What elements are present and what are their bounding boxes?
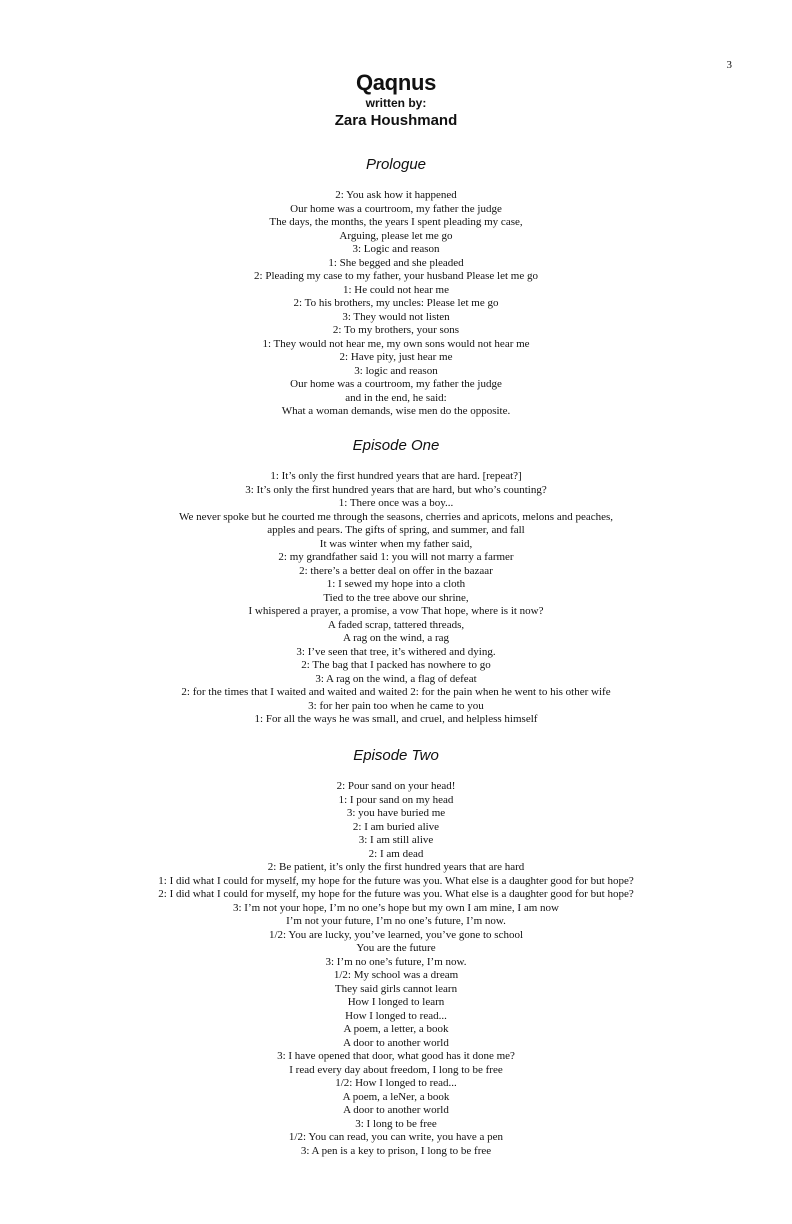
script-line: 2: You ask how it happened: [335, 189, 457, 201]
script-line: They said girls cannot learn: [334, 982, 458, 995]
page-number: 3: [726, 59, 732, 71]
script-line: How I longed to read...: [345, 1009, 447, 1022]
script-line: Our home was a courtroom, my father the judge: [290, 378, 502, 390]
script-line: 2: Have pity, just hear me: [339, 351, 453, 363]
script-line: 1: For all the ways he was small, and cruel, and helpless himself: [254, 713, 538, 725]
script-line: 1: I sewed my hope into a cloth: [326, 578, 466, 590]
script-line: 2: Pleading my case to my father, your husband Please let me go: [254, 270, 538, 282]
prologue-lines: [0, 189, 792, 419]
script-line: 2: To my brothers, your sons: [332, 324, 460, 336]
script-line: 3: for her pain too when he came to you: [308, 699, 484, 712]
script-line: 3: I’ve seen that tree, it’s withered and dying.: [296, 645, 496, 658]
script-line: It was winter when my father said,: [319, 537, 473, 550]
script-line: A rag on the wind, a rag: [343, 632, 449, 644]
script-line: We never spoke but he courted me through the seasons, cherries and apricots, melons and peaches,: [178, 510, 614, 523]
script-line: 2: I am dead: [368, 847, 424, 860]
script-line: 3: you have buried me: [346, 807, 446, 819]
script-line: 1: I did what I could for myself, my hope for the future was you. What else is a daughter good for but hope?: [158, 874, 634, 887]
section-heading-prologue: Prologue: [365, 156, 427, 173]
script-line: 1: They would not hear me, my own sons would not hear me: [262, 337, 530, 350]
script-line: 3: They would not listen: [342, 310, 450, 323]
script-header: [0, 70, 792, 131]
script-line: The days, the months, the years I spent pleading my case,: [269, 216, 523, 228]
author-name: Zara Houshmand: [334, 112, 458, 129]
script-line: and in the end, he said:: [345, 391, 447, 404]
script-line: 3: I’m not your hope, I’m no one’s hope but my own I am mine, I am now: [233, 901, 559, 914]
section-episode-one: [0, 436, 792, 727]
episode-two-lines: [0, 780, 792, 1158]
script-line: Our home was a courtroom, my father the judge: [290, 202, 502, 215]
script-line: A door to another world: [343, 1036, 449, 1049]
script-line: 3: Logic and reason: [352, 243, 440, 255]
script-line: A poem, a leNer, a book: [342, 1090, 450, 1103]
script-line: 2: there’s a better deal on offer in the bazaar: [299, 564, 493, 577]
script-line: 1: She begged and she pleaded: [328, 256, 464, 269]
script-line: 3: I’m no one’s future, I’m now.: [325, 955, 467, 968]
script-line: 3: I am still alive: [358, 834, 434, 846]
play-title: Qaqnus: [355, 70, 437, 95]
script-line: 3: I have opened that door, what good has it done me?: [277, 1050, 515, 1062]
script-line: 1/2: You are lucky, you’ve learned, you’ve gone to school: [268, 928, 524, 941]
script-line: You are the future: [356, 942, 436, 954]
script-line: 2: Pour sand on your head!: [336, 780, 456, 792]
script-line: 1/2: My school was a dream: [333, 969, 459, 981]
script-line: 2: for the times that I waited and waited and waited 2: for the pain when he went to his other wife: [181, 686, 611, 698]
script-line: 2: I am buried alive: [352, 820, 440, 833]
script-line: A poem, a letter, a book: [343, 1023, 449, 1035]
script-line: Arguing, please let me go: [339, 229, 453, 242]
section-episode-two: [0, 746, 792, 1158]
script-line: Tied to the tree above our shrine,: [323, 591, 469, 604]
script-line: 3: I long to be free: [355, 1117, 437, 1130]
section-heading-episode-one: Episode One: [352, 437, 440, 454]
script-line: I whispered a prayer, a promise, a vow That hope, where is it now?: [248, 605, 544, 617]
script-line: A door to another world: [343, 1104, 449, 1116]
script-line: What a woman demands, wise men do the opposite.: [281, 405, 511, 417]
script-line: 1: He could not hear me: [343, 283, 449, 296]
script-line: 1: There once was a boy...: [338, 497, 454, 509]
script-line: 2: Be patient, it’s only the first hundred years that are hard: [267, 861, 525, 873]
section-prologue: [0, 155, 792, 419]
script-line: apples and pears. The gifts of spring, and summer, and fall: [267, 524, 525, 536]
script-line: I’m not your future, I’m no one’s future, I’m now.: [286, 915, 506, 927]
script-line: 2: To his brothers, my uncles: Please let me go: [293, 297, 499, 309]
script-line: I read every day about freedom, I long to be free: [289, 1063, 503, 1076]
script-line: How I longed to learn: [347, 996, 445, 1008]
script-line: 3: A rag on the wind, a flag of defeat: [315, 672, 477, 685]
script-line: 3: logic and reason: [354, 364, 438, 377]
script-line: 1/2: You can read, you can write, you have a pen: [288, 1131, 504, 1143]
script-line: 1: I pour sand on my head: [338, 793, 454, 806]
script-line: 1: It’s only the first hundred years that are hard. [repeat?]: [270, 470, 522, 482]
section-heading-episode-two: Episode Two: [353, 747, 439, 764]
byline: written by:: [365, 96, 427, 110]
script-line: 1/2: How I longed to read...: [335, 1077, 457, 1089]
script-line: 2: I did what I could for myself, my hope for the future was you. What else is a daughter good for but hope?: [158, 888, 634, 900]
episode-one-lines: [0, 470, 792, 727]
script-line: 2: my grandfather said 1: you will not marry a farmer: [278, 551, 514, 563]
script-line: 3: A pen is a key to prison, I long to be free: [300, 1144, 492, 1157]
script-line: 3: It’s only the first hundred years that are hard, but who’s counting?: [245, 483, 547, 496]
script-line: A faded scrap, tattered threads,: [327, 618, 465, 631]
script-line: 2: The bag that I packed has nowhere to go: [301, 659, 491, 671]
